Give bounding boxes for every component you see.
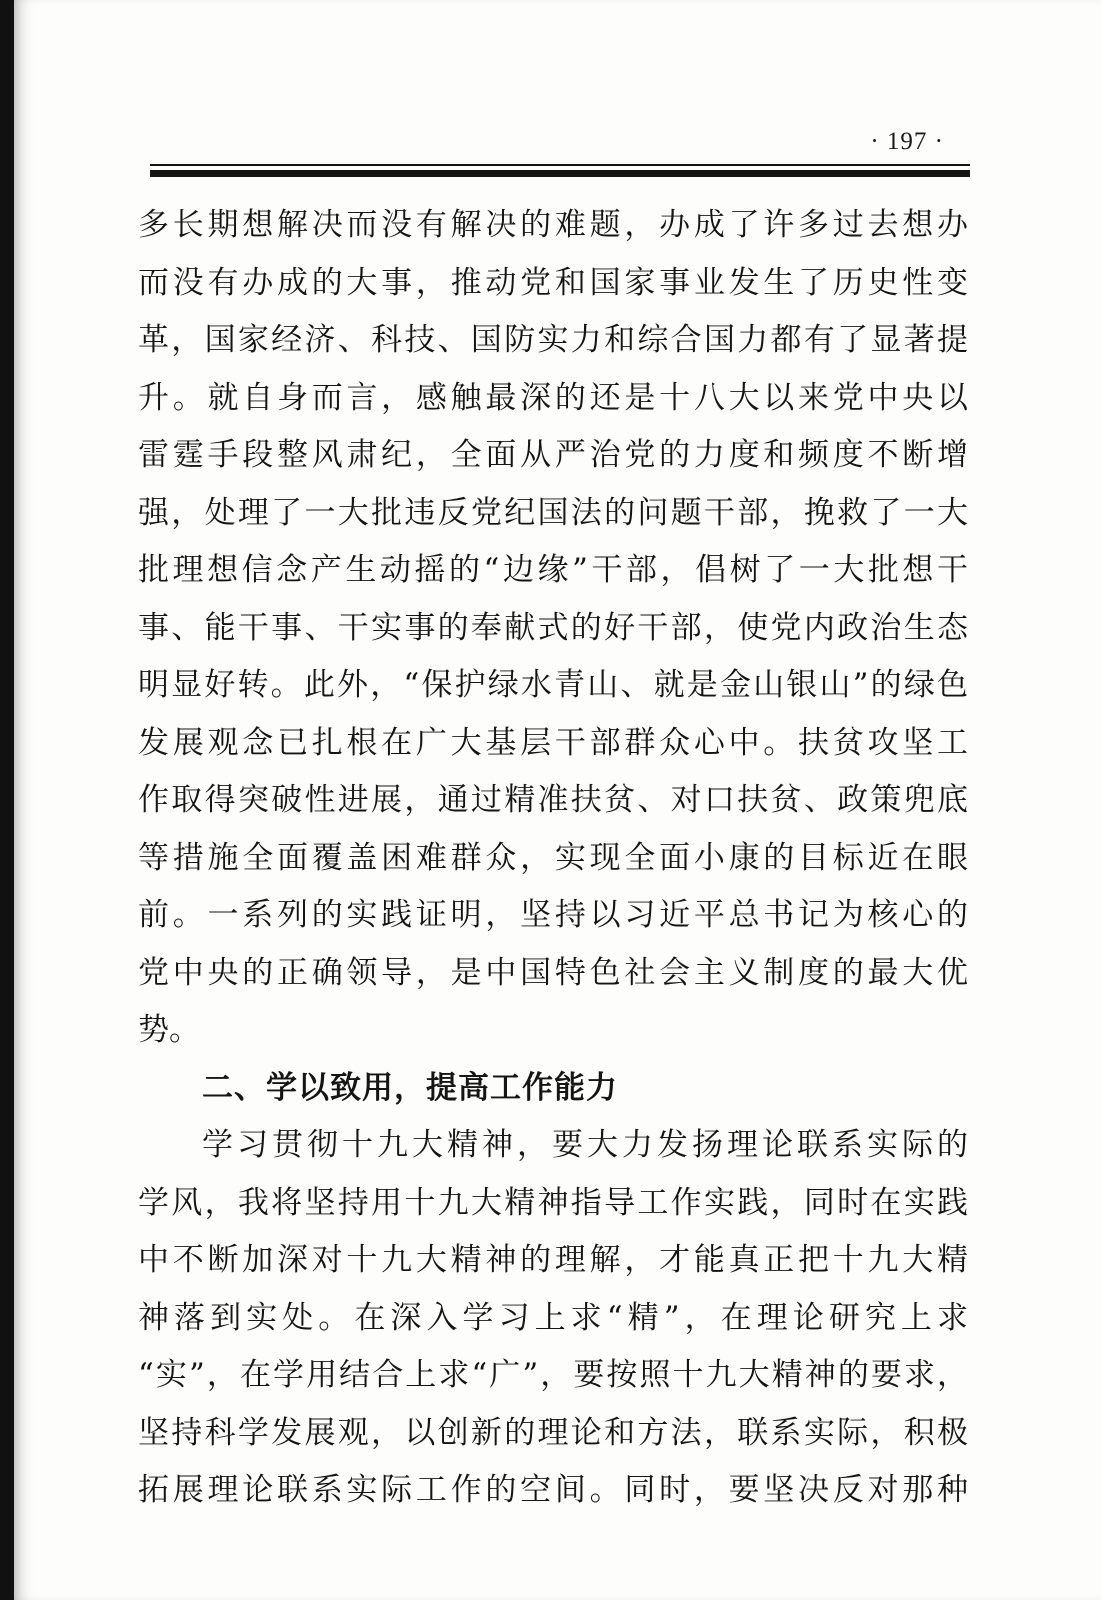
text-line: 发展观念已扎根在广大基层干部群众心中。扶贫攻坚工 (138, 724, 968, 761)
text-line: 学习贯彻十九大精神，要大力发扬理论联系实际的 (202, 1127, 968, 1163)
text-line: 明显好转。此外，“保护绿水青山、就是金山银山”的绿色 (138, 667, 968, 703)
text-line: 多长期想解决而没有解决的难题，办成了许多过去想办 (138, 207, 968, 243)
text-line: 升。就自身而言，感触最深的还是十八大以来党中央以 (138, 379, 968, 416)
text-line: 强，处理了一大批违反党纪国法的问题干部，挽救了一大 (138, 494, 968, 531)
paragraph-2 (138, 1117, 968, 1520)
text-line: 作取得突破性进展，通过精准扶贫、对口扶贫、政策兜底 (138, 782, 968, 818)
page-number: · 197 · (870, 128, 944, 155)
text-line: 党中央的正确领导，是中国特色社会主义制度的最大优 (138, 954, 968, 991)
text-line: 革，国家经济、科技、国防实力和综合国力都有了显著提 (138, 322, 968, 358)
text-line: 而没有办成的大事，推动党和国家事业发生了历史性变 (138, 264, 968, 301)
text-line: 势。 (138, 1012, 200, 1048)
text-line: 雷霆手段整风肃纪，全面从严治党的力度和频度不断增 (138, 437, 968, 473)
paragraph-1 (138, 197, 968, 1060)
text-line: 事、能干事、干实事的奉献式的好干部，使党内政治生态 (138, 609, 968, 646)
text-line: 等措施全面覆盖困难群众，实现全面小康的目标近在眼 (138, 839, 968, 876)
text-line: 批理想信念产生动摇的“边缘”干部，倡树了一大批想干 (138, 552, 968, 588)
header-rule-thick (150, 170, 970, 177)
text-line: 拓展理论联系实际工作的空间。同时，要坚决反对那种 (138, 1472, 968, 1508)
text-line: 神落到实处。在深入学习上求“精”，在理论研究上求 (138, 1299, 968, 1336)
section-heading: 二、学以致用，提高工作能力 (202, 1069, 618, 1106)
text-line: 学风，我将坚持用十九大精神指导工作实践，同时在实践 (138, 1184, 968, 1221)
page-body (138, 197, 968, 1520)
header-rule-thin (150, 164, 970, 166)
text-line: 中不断加深对十九大精神的理解，才能真正把十九大精 (138, 1242, 968, 1278)
text-line: “实”，在学用结合上求“广”，要按照十九大精神的要求， (138, 1357, 968, 1393)
text-line: 前。一系列的实践证明，坚持以习近平总书记为核心的 (138, 897, 968, 933)
page-header (150, 120, 970, 186)
text-line: 坚持科学发展观，以创新的理论和方法，联系实际，积极 (138, 1414, 968, 1451)
